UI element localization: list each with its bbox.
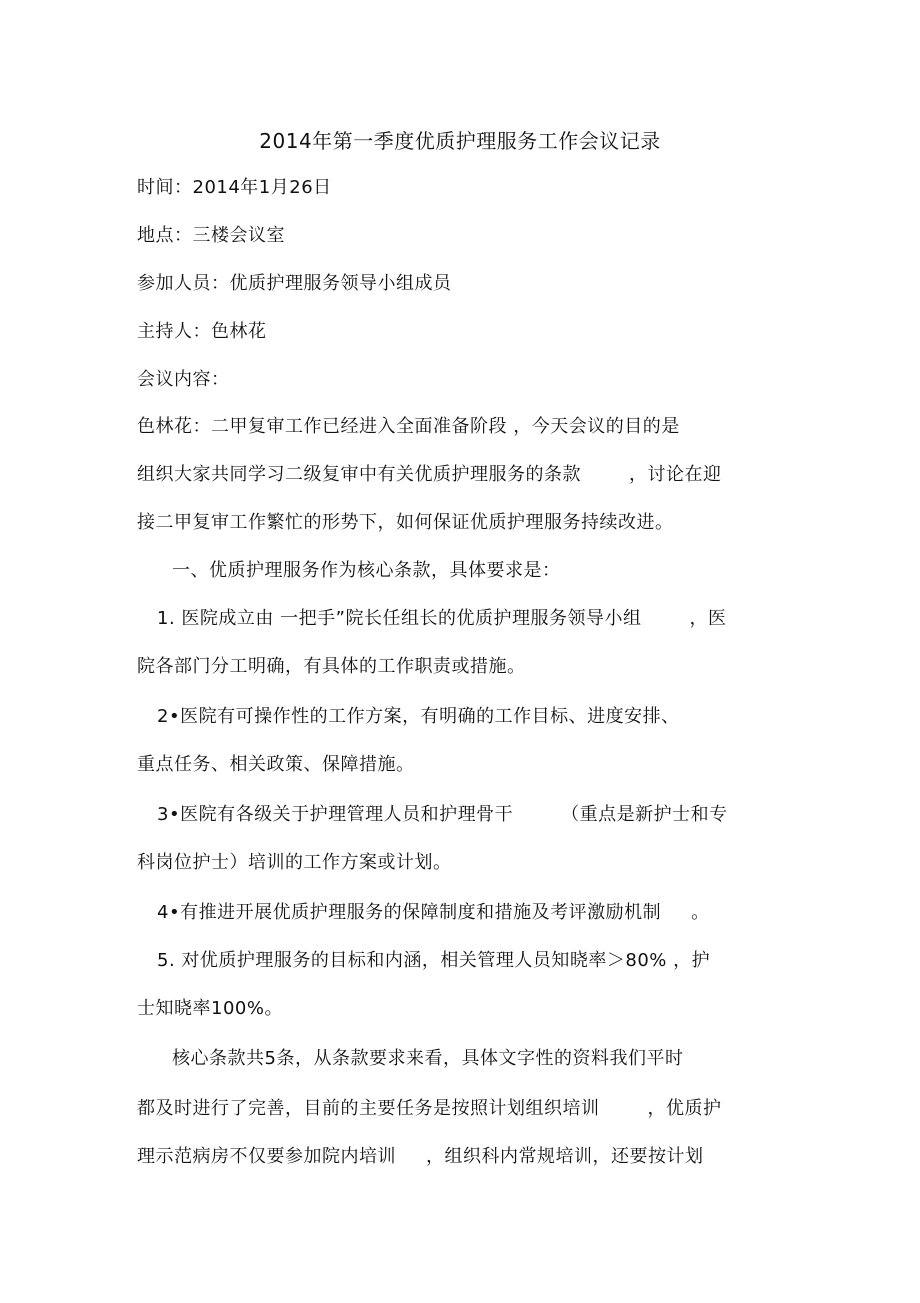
item-4-part-a: 4•有推进开展优质护理服务的保障制度和措施及考评激励机制: [157, 902, 662, 923]
item-4-part-b: 。: [691, 902, 710, 923]
meeting-host: 主持人：色林花: [137, 321, 267, 342]
paragraph-2-line-2: [137, 1097, 722, 1121]
item-3-line-1-part-b: （重点是新护士和专: [561, 804, 728, 825]
item-1-line-1-part-a: 1. 医院成立由 一把手”院长任组长的优质护理服务领导小组: [157, 608, 642, 629]
meeting-place: 地点：三楼会议室: [137, 225, 285, 246]
meeting-attendees: 参加人员：优质护理服务领导小组成员: [137, 273, 452, 294]
section-heading-1: 一、优质护理服务作为核心条款，具体要求是：: [172, 560, 561, 581]
paragraph-2-line-3: [137, 1145, 704, 1169]
item-3-line-2: 科岗位护士）培训的工作方案或计划。: [137, 852, 452, 873]
paragraph-2-line-1: 核心条款共5条，从条款要求来看，具体文字性的资料我们平时: [172, 1048, 684, 1069]
paragraph-2-line-2-part-b: ，优质护: [647, 1098, 722, 1119]
item-5-line-2: 士知晓率100%。: [137, 998, 283, 1019]
paragraph-2-line-2-part-a: 都及时进行了完善，目前的主要任务是按照计划组织培训: [137, 1098, 600, 1119]
item-1-line-1: [157, 607, 726, 631]
paragraph-2-line-3-part-a: 理示范病房不仅要参加院内培训: [137, 1146, 396, 1167]
item-1-line-2: 院各部门分工明确，有具体的工作职责或措施。: [137, 656, 526, 677]
paragraph-1-line-2-part-a: 组织大家共同学习二级复审中有关优质护理服务的条款: [137, 464, 581, 485]
item-3-line-1-part-a: 3•医院有各级关于护理管理人员和护理骨干: [157, 804, 514, 825]
item-2-line-2: 重点任务、相关政策、保障措施。: [137, 754, 415, 775]
item-5-line-1: 5. 对优质护理服务的目标和内涵，相关管理人员知晓率＞80% ，护: [157, 950, 711, 971]
paragraph-1-line-2-part-b: ，讨论在迎: [629, 464, 722, 485]
item-1-line-1-part-b: ，医: [689, 608, 727, 629]
item-3-line-1: [157, 803, 728, 827]
item-2-line-1: 2•医院有可操作性的工作方案，有明确的工作目标、进度安排、: [157, 706, 680, 727]
meeting-time: 时间：2014年1月26日: [137, 177, 332, 198]
paragraph-1-line-3: 接二甲复审工作繁忙的形势下，如何保证优质护理服务持续改进。: [137, 512, 674, 533]
item-4-line: [157, 901, 710, 925]
paragraph-2-line-3-part-b: ，组织科内常规培训，还要按计划: [426, 1146, 704, 1167]
content-label: 会议内容：: [137, 369, 230, 390]
paragraph-1-line-1: 色林花：二甲复审工作已经进入全面准备阶段 ，今天会议的目的是: [137, 416, 680, 437]
document-title: 2014年第一季度优质护理服务工作会议记录: [259, 129, 661, 153]
paragraph-1-line-2: [137, 463, 722, 487]
